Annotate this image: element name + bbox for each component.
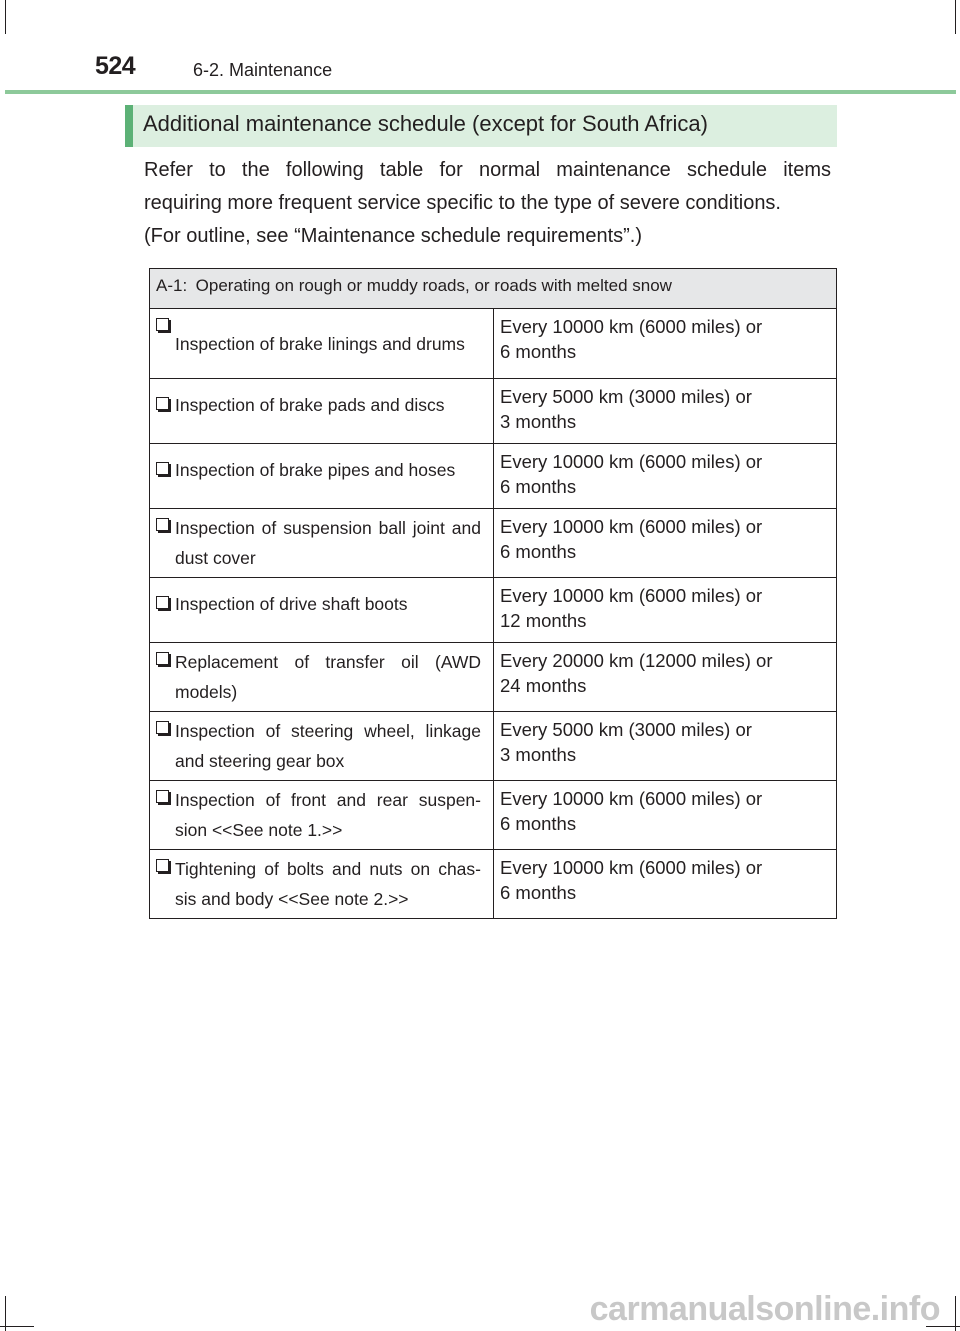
- interval-cell: [494, 781, 836, 849]
- section-heading: [125, 105, 837, 147]
- checkbox-bullet-icon: [156, 859, 169, 872]
- interval-text: Every 10000 km (6000 miles) or: [500, 857, 763, 878]
- item-text: Inspection of steering wheel, linkage and steering gear box: [175, 721, 481, 771]
- interval-cell: [494, 379, 836, 443]
- table-row: [150, 577, 836, 642]
- checkbox-bullet-icon: [156, 721, 169, 734]
- intro-paragraph: [144, 154, 831, 253]
- item-cell: [150, 712, 494, 780]
- interval-text: Every 10000 km (6000 miles) or: [500, 316, 763, 337]
- intro-line: requiring more frequent service specific to the type of severe conditions.: [144, 192, 781, 214]
- item-cell: [150, 643, 494, 711]
- table-row: [150, 508, 836, 577]
- item-text: Inspection of drive shaft boots: [175, 594, 408, 614]
- table-row: [150, 443, 836, 508]
- item-cell: [150, 379, 494, 443]
- interval-text: Every 5000 km (3000 miles) or: [500, 719, 752, 740]
- interval-text: Every 10000 km (6000 miles) or: [500, 451, 763, 472]
- intro-line: Refer to the following table for normal maintenance schedule items: [144, 159, 831, 181]
- item-text: Tightening of bolts and nuts on chas-sis and body <<See note 2.>>: [175, 859, 481, 909]
- checkbox-bullet-icon: [156, 790, 169, 803]
- interval-text: 6 months: [500, 341, 577, 362]
- checkbox-bullet-icon: [156, 462, 169, 475]
- interval-text: 6 months: [500, 882, 577, 903]
- interval-text: 6 months: [500, 541, 577, 562]
- interval-text: 3 months: [500, 744, 577, 765]
- interval-text: Every 10000 km (6000 miles) or: [500, 788, 763, 809]
- item-text: Inspection of front and rear suspen-sion <<See note 1.>>: [175, 790, 481, 840]
- crop-mark: [955, 0, 956, 34]
- interval-text: 6 months: [500, 813, 577, 834]
- interval-cell: [494, 578, 836, 642]
- item-text: Inspection of brake pads and discs: [175, 395, 445, 415]
- item-text: Inspection of brake pipes and hoses: [175, 460, 456, 480]
- interval-cell: [494, 643, 836, 711]
- interval-cell: [494, 712, 836, 780]
- crop-mark: [5, 0, 6, 34]
- interval-text: Every 20000 km (12000 miles) or: [500, 650, 773, 671]
- checkbox-bullet-icon: [156, 652, 169, 665]
- table-row: [150, 642, 836, 711]
- interval-text: 6 months: [500, 476, 577, 497]
- interval-text: Every 10000 km (6000 miles) or: [500, 585, 763, 606]
- crop-mark: [0, 1326, 34, 1327]
- section-heading-text: Additional maintenance schedule (except for South Africa): [143, 111, 708, 136]
- interval-text: 24 months: [500, 675, 587, 696]
- header-divider: [5, 90, 956, 94]
- item-cell: [150, 781, 494, 849]
- maintenance-table: [149, 268, 837, 919]
- checkbox-bullet-icon: [156, 318, 169, 331]
- item-text: Replacement of transfer oil (AWD models): [175, 652, 481, 702]
- interval-cell: [494, 444, 836, 508]
- table-row: [150, 711, 836, 780]
- interval-cell: [494, 850, 836, 918]
- interval-cell: [494, 309, 836, 378]
- table-row: [150, 849, 836, 918]
- item-cell: [150, 309, 494, 378]
- item-cell: [150, 850, 494, 918]
- item-cell: [150, 509, 494, 577]
- item-cell: [150, 444, 494, 508]
- interval-text: 12 months: [500, 610, 587, 631]
- page-number: 524: [95, 52, 136, 80]
- item-text: Inspection of brake linings and drums: [175, 333, 465, 354]
- checkbox-bullet-icon: [156, 397, 169, 410]
- table-row: [150, 378, 836, 443]
- table-row: [150, 780, 836, 849]
- section-title: 6-2. Maintenance: [193, 60, 333, 80]
- item-text: Inspection of suspension ball joint and dust cover: [175, 518, 481, 568]
- interval-text: Every 10000 km (6000 miles) or: [500, 516, 763, 537]
- checkbox-bullet-icon: [156, 596, 169, 609]
- table-row: [150, 309, 836, 378]
- interval-text: 3 months: [500, 411, 577, 432]
- table-title: A-1: Operating on rough or muddy roads, or roads with melted snow: [150, 269, 836, 309]
- item-cell: [150, 578, 494, 642]
- interval-text: Every 5000 km (3000 miles) or: [500, 386, 752, 407]
- interval-cell: [494, 509, 836, 577]
- watermark: carmanualsonline.info: [589, 1290, 940, 1328]
- intro-line: (For outline, see “Maintenance schedule requirements”.): [144, 225, 643, 247]
- checkbox-bullet-icon: [156, 518, 169, 531]
